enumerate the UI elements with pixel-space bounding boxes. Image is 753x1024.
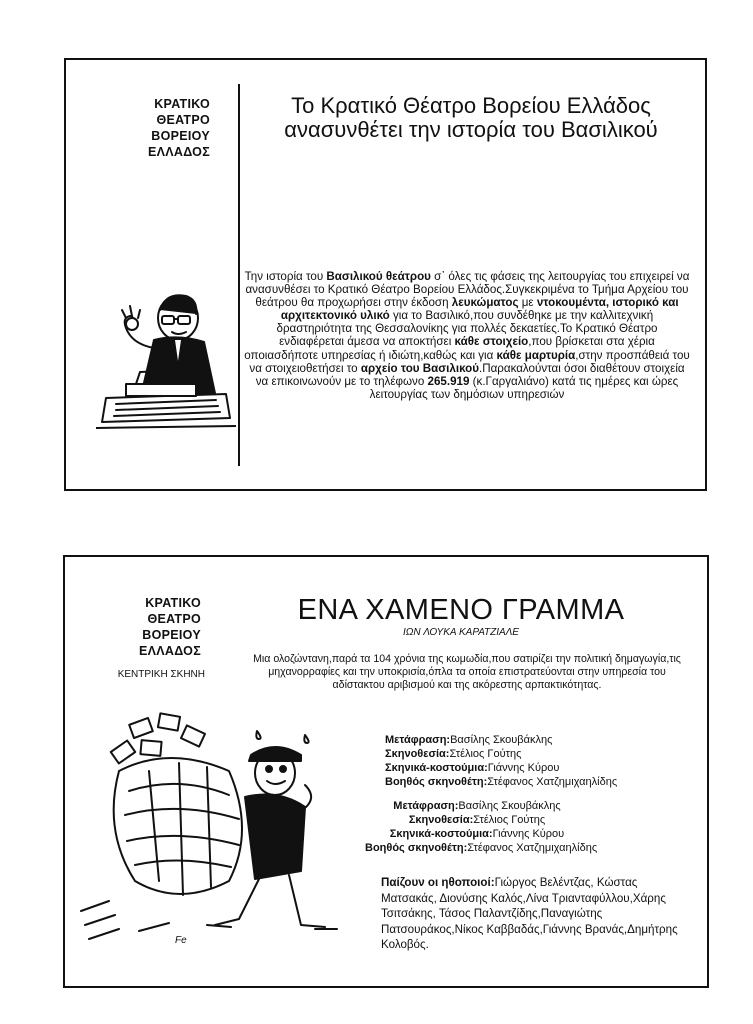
phone-number: 265.919 [427, 374, 470, 388]
artist-signature: Fe [175, 935, 187, 946]
body-bold: Βασιλικού θεάτρου [326, 270, 431, 283]
credits-block-centered [365, 799, 598, 855]
body-bold: κάθε μαρτυρία [496, 348, 576, 362]
typewriter-man-illustration [96, 288, 236, 438]
title-line: ανασυνθέτει την ιστορία του Βασιλικού [284, 117, 658, 142]
credit-label: Βοηθός σκηνοθέτη: [385, 776, 488, 788]
credit-value: Στέφανος Χατζημιχαηλίδης [487, 776, 618, 788]
credit-value: Βασίλης Σκουβάκλης [458, 800, 561, 812]
cast-label: Παίζουν οι ηθοποιοί: [381, 876, 495, 889]
credit-value: Στέλιος Γούτης [473, 814, 546, 826]
body-text: .Παρακαλούνται όσοι διαθέτουν στοιχεία να επικοινωνούν με το τηλέφωνο [255, 361, 685, 388]
vertical-divider [238, 84, 240, 466]
credit-row [385, 733, 617, 747]
body-text: με [518, 296, 537, 310]
credit-value: Βασίλης Σκουβάκλης [450, 734, 553, 746]
body-text: για το Βασιλικό,που συνδέθηκε με την καλλιτεχνική δραστηριότητα της Θεσσαλονίκης για πολλές δεκαετίες.Το Κρατικό Θέατρο ενδιαφέρεται άμεσα να αποκτήσει [276, 309, 658, 349]
credit-label: Σκηνικά-κοστούμια: [389, 828, 493, 840]
cast-names: Γιώργος Βελέντζας, Κώστας Ματσακάς, Διονύσης Καλός,Λίνα Τριανταφύλλου,Χάρης Τσιτσάκης, Τάσος Παλαντζίδης,Παναγιώτης Πατσουράκος,Νίκος Καββαδάς,Γιάννης Βρανάς,Δημήτρης Κολοβός. [381, 876, 678, 951]
credit-label: Σκηνοθεσία: [385, 748, 450, 760]
credit-row [365, 813, 589, 827]
body-text: ,που βρίσκεται στα χέρια οποιασδήποτε υπηρεσίας ή ιδιώτη,καθώς και για [244, 335, 655, 362]
postman-illustration [79, 711, 339, 961]
announcement-title [256, 94, 686, 142]
play-poster-panel [63, 555, 709, 988]
announcement-panel-basiliko [64, 58, 707, 491]
cast-list [381, 875, 693, 953]
logo-line: ΘΕΑΤΡΟ [156, 113, 210, 127]
stage-name: ΚΕΝΤΡΙΚΗ ΣΚΗΝΗ [117, 669, 205, 680]
credit-label: Σκηνικά-κοστούμια: [385, 762, 488, 774]
credit-row [365, 841, 598, 855]
credit-row [365, 827, 589, 841]
body-bold: κάθε στοιχείο [454, 335, 529, 349]
announcement-body [244, 270, 690, 401]
body-bold: λευκώματος [451, 296, 519, 310]
credit-row [365, 799, 589, 813]
logo-line: ΒΟΡΕΙΟΥ [151, 129, 210, 143]
body-bold: αρχείο του Βασιλικού [360, 361, 479, 375]
credit-value: Γιάννης Κύρου [492, 828, 565, 840]
body-text: Την ιστορία του [244, 270, 327, 283]
credit-label: Μετάφραση: [385, 734, 451, 746]
logo-line: ΚΡΑΤΙΚΟ [154, 97, 210, 111]
body-text: ,στην προσπάθειά του να στοιχειοθετήσει το [249, 348, 690, 375]
logo-line: ΚΡΑΤΙΚΟ [145, 596, 201, 610]
credits-block [385, 733, 617, 789]
credit-value: Στέφανος Χατζημιχαηλίδης [467, 842, 598, 854]
body-text: (κ.Γαργαλιάνο) κατά τις ημέρες και ώρες λειτουργίας των δημόσιων υπηρεσιών [369, 374, 679, 401]
play-description: Μια ολοζώντανη,παρά τα 104 χρόνια της κωμωδία,που σατιρίζει την πολιτική δημαγωγία,τις μηχανορραφίες και την υποκρισία,όπλα τα οποία επιστρατεύονται στην υπηρεσία του αδίστακτου αριβισμού και της ακόρεστης αρπακτικότητας. [253, 653, 681, 691]
play-title: ΕΝΑ ΧΑΜΕΝΟ ΓΡΑΜΜΑ [297, 594, 625, 626]
credit-value: Στέλιος Γούτης [449, 748, 522, 760]
credit-label: Βοηθός σκηνοθέτη: [365, 842, 468, 854]
credit-value: Γιάννης Κύρου [487, 762, 560, 774]
credit-label: Σκηνοθεσία: [408, 814, 474, 826]
credit-label: Μετάφραση: [393, 800, 459, 812]
theatre-logo [117, 595, 201, 659]
title-line: Το Κρατικό Θέατρο Βορείου Ελλάδος [291, 93, 651, 118]
logo-line: ΒΟΡΕΙΟΥ [142, 628, 201, 642]
play-author: ΙΩΝ ΛΟΥΚΑ ΚΑΡΑΤΖΙΑΛΕ [403, 627, 519, 638]
theatre-logo [126, 96, 210, 160]
credit-row [385, 775, 617, 789]
credit-row [385, 761, 617, 775]
logo-line: ΘΕΑΤΡΟ [147, 612, 201, 626]
logo-line: ΕΛΛΑΔΟΣ [147, 145, 210, 159]
logo-line: ΕΛΛΑΔΟΣ [138, 644, 201, 658]
body-text: σ᾽ όλες τις φάσεις της λειτουργίας του επιχειρεί να ανασυνθέσει το Κρατικό Θέατρο Βορείου Ελλάδος.Συγκεκριμένα το Τμήμα Αρχείου του θεάτρου θα προχωρήσει στην έκδοση [245, 270, 690, 310]
credit-row [385, 747, 617, 761]
body-bold: ντοκουμέντα, ιστορικό και αρχιτεκτονικό υλικό [280, 296, 679, 323]
